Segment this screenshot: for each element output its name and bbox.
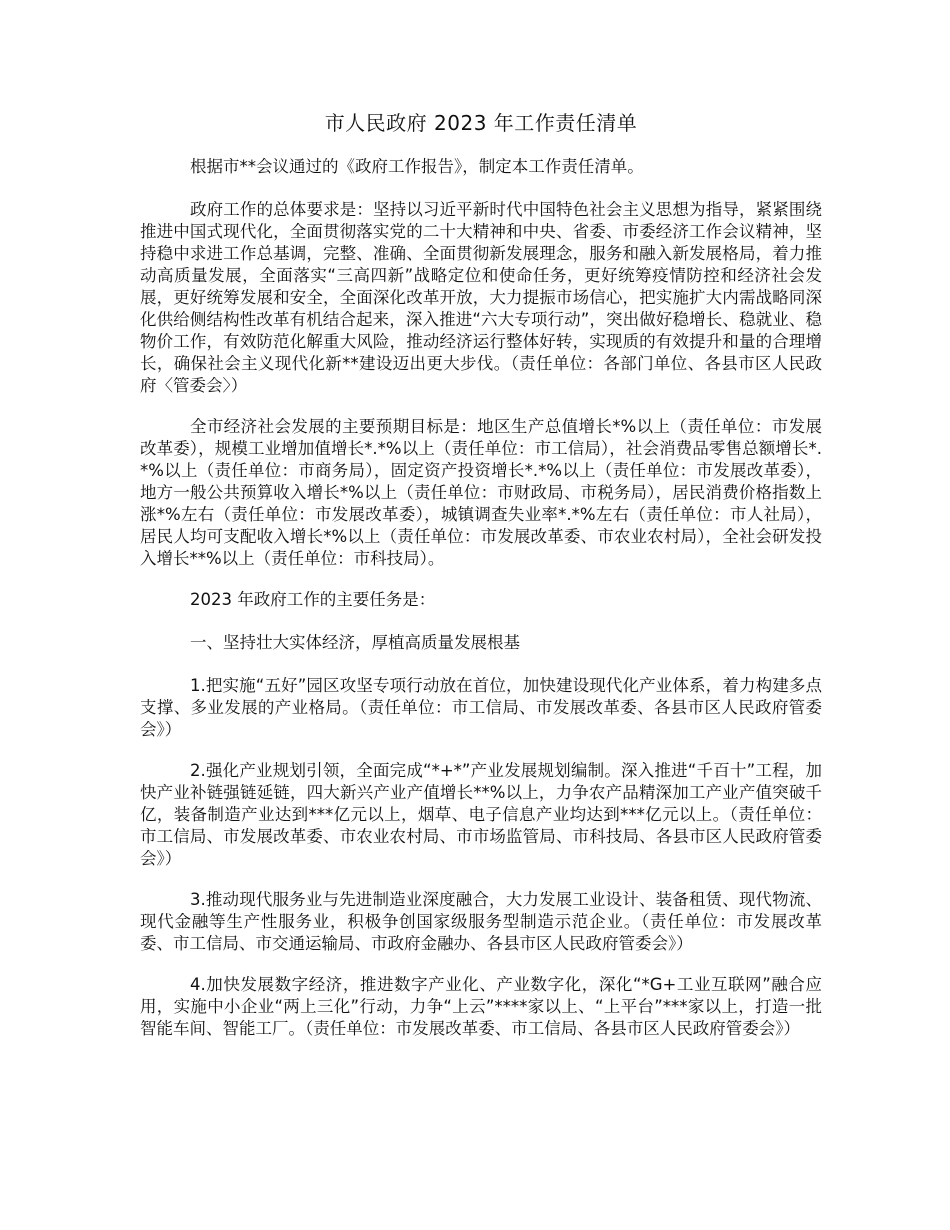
- paragraph-main-tasks-intro: 2023 年政府工作的主要任务是：: [190, 590, 436, 609]
- paragraph-preamble: 根据市**会议通过的《政府工作报告》，制定本工作责任清单。: [190, 157, 644, 176]
- section-heading-1: 一、坚持壮大实体经济，厚植高质量发展根基: [190, 633, 520, 652]
- task-item-4: 4.加快发展数字经济，推进数字产业化、产业数字化，深化“*G+工业互联网”融合应用，实施中小企业“两上三化”行动，力争“上云”****家以上、“上平台”***家以上，打造一批智能车间、智能工厂。（责任单位：市发展改革委、市工信局、各县市区人民政府管委会》）: [140, 975, 822, 1038]
- task-item-1: 1.把实施“五好”园区攻坚专项行动放在首位，加快建设现代化产业体系，着力构建多点支撑、多业发展的产业格局。（责任单位：市工信局、市发展改革委、各县市区人民政府管委会》）: [140, 676, 822, 739]
- task-item-2: 2.强化产业规划引领，全面完成“*+*”产业发展规划编制。深入推进“千百十”工程，加快产业补链强链延链，四大新兴产业产值增长**%以上，力争农产品精深加工产业产值突破千亿，装备制造产业达到***亿元以上，烟草、电子信息产业均达到***亿元以上。（责任单位：市工信局、市发展改革委、市农业农村局、市市场监管局、市科技局、各县市区人民政府管委会》）: [140, 761, 822, 868]
- task-item-3: 3.推动现代服务业与先进制造业深度融合，大力发展工业设计、装备租赁、现代物流、现代金融等生产性服务业，积极争创国家级服务型制造示范企业。（责任单位：市发展改革委、市工信局、市交通运输局、市政府金融办、各县市区人民政府管委会》）: [140, 890, 822, 953]
- document-title: 市人民政府 2023 年工作责任清单: [324, 111, 638, 135]
- paragraph-general-requirements: 政府工作的总体要求是：坚持以习近平新时代中国特色社会主义思想为指导，紧紧围绕推进中国式现代化，全面贯彻落实党的二十大精神和中央、省委、市委经济工作会议精神，坚持稳中求进工作总基调，完整、准确、全面贯彻新发展理念，服务和融入新发展格局，着力推动高质量发展，全面落实“三高四新”战略定位和使命任务，更好统筹疫情防控和经济社会发展，更好统筹发展和安全，全面深化改革开放，大力提振市场信心，把实施扩大内需战略同深化供给侧结构性改革有机结合起来，深入推进“六大专项行动”，突出做好稳增长、稳就业、稳物价工作，有效防范化解重大风险，推动经济运行整体好转，实现质的有效提升和量的合理增长，确保社会主义现代化新**建设迈出更大步伐。（责任单位：各部门单位、各县市区人民政府〈管委会〉）: [140, 200, 822, 395]
- paragraph-expected-targets: 全市经济社会发展的主要预期目标是：地区生产总值增长*%以上（责任单位：市发展改革委），规模工业增加值增长*.*%以上（责任单位：市工信局），社会消费品零售总额增长*.*%以上（责任单位：市商务局），固定资产投资增长*.*%以上（责任单位：市发展改革委），地方一般公共预算收入增长*%以上（责任单位：市财政局、市税务局），居民消费价格指数上涨*%左右（责任单位：市发展改革委），城镇调查失业率*.*%左右（责任单位：市人社局），居民人均可支配收入增长*%以上（责任单位：市发展改革委、市农业农村局），全社会研发投入增长**%以上（责任单位：市科技局）。: [140, 417, 822, 568]
